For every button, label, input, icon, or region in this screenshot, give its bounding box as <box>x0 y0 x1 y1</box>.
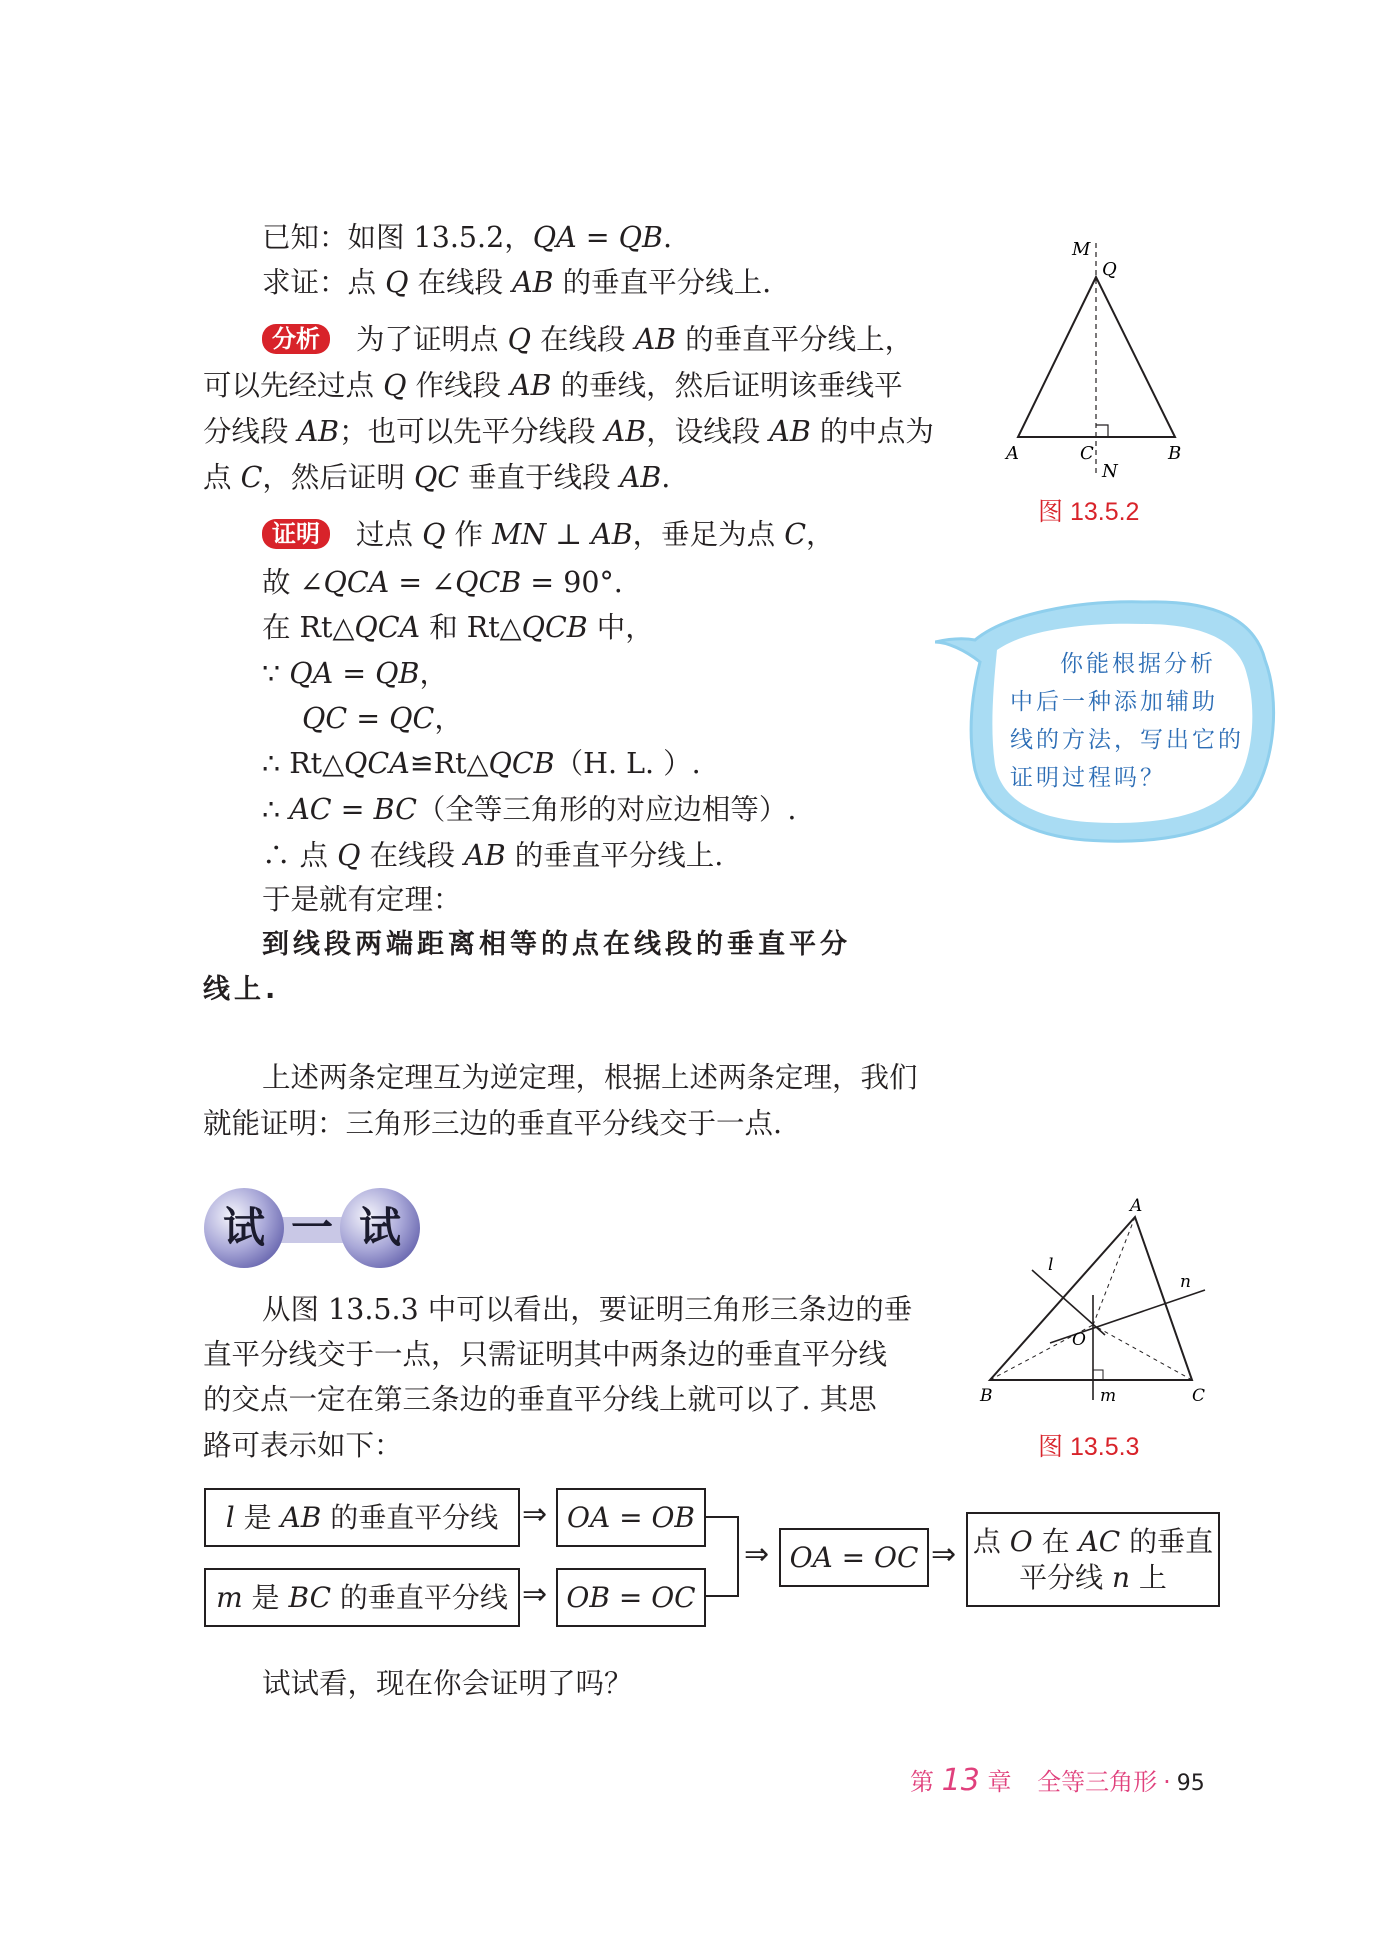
proof-line-4: ∵ QA = QB， <box>262 657 448 690</box>
figure-13-5-2 <box>1000 235 1200 485</box>
analysis-line-1: 分析 为了证明点 Q 在线段 AB 的垂直平分线上， <box>262 320 913 360</box>
label-b: B <box>1168 443 1182 464</box>
try-line-4: 路可表示如下： <box>203 1429 403 1462</box>
proof-line-8: ∴ 点 Q 在线段 AB 的垂直平分线上. <box>262 839 724 872</box>
label-m: m <box>1100 1386 1117 1406</box>
proof-line-7: ∴ AC = BC（全等三角形的对应边相等）. <box>262 793 797 826</box>
try-heading <box>200 1183 430 1273</box>
proof-line-5: QC = QC， <box>302 702 463 735</box>
flow-arrow-4: ⇒ <box>931 1537 957 1572</box>
label-n: n <box>1180 1272 1191 1292</box>
bubble-line-4: 证明过程吗？ <box>1010 765 1166 791</box>
converse-line-1: 上述两条定理互为逆定理，根据上述两条定理，我们 <box>262 1061 918 1094</box>
flow-bracket <box>706 1515 746 1600</box>
proof-line-9: 于是就有定理： <box>262 883 462 916</box>
analysis-line-3: 分线段 AB；也可以先平分线段 AB，设线段 AB 的中点为 <box>203 415 934 448</box>
proof-line-2: 故 ∠QCA = ∠QCB = 90°. <box>262 566 623 599</box>
label-b: B <box>980 1386 993 1406</box>
closing-line: 试试看，现在你会证明了吗？ <box>262 1667 633 1700</box>
bubble-line-1: 你能根据分析 <box>1060 651 1216 677</box>
try-line-2: 直平分线交于一点，只需证明其中两条边的垂直平分线 <box>203 1338 888 1371</box>
label-a: A <box>1006 443 1019 464</box>
label-m: M <box>1072 239 1091 260</box>
oc-dashed <box>1093 1325 1192 1380</box>
analysis-line-2: 可以先经过点 Q 作线段 AB 的垂线，然后证明该垂线平 <box>203 369 903 402</box>
analysis-line-4: 点 C，然后证明 QC 垂直于线段 AB. <box>203 461 671 494</box>
page-number: 95 <box>1176 1771 1205 1796</box>
proof-tag: 证明 <box>262 519 330 549</box>
figure-caption-13-5-3: 图 13.5.3 <box>1038 1433 1140 1461</box>
figure-13-5-3 <box>970 1195 1210 1415</box>
flow-box-m-perp-bc: m 是 BC 的垂直平分线 <box>204 1568 520 1627</box>
theorem-line-1: 到线段两端距离相等的点在线段的垂直平分 <box>262 929 851 960</box>
line-l <box>1032 1270 1105 1335</box>
right-angle-mark <box>1096 425 1108 437</box>
figure-caption-13-5-2: 图 13.5.2 <box>1038 498 1140 526</box>
flow-box-ob-oc: OB = OC <box>556 1568 706 1627</box>
page-footer: 第 13 章 全等三角形 · 95 <box>910 1763 1205 1798</box>
proof-line-6: ∴ Rt△QCA≌Rt△QCB（H. L. ）. <box>262 747 701 780</box>
bubble-line-3: 线的方法，写出它的 <box>1010 727 1244 753</box>
label-n: N <box>1102 461 1118 482</box>
label-l: l <box>1048 1255 1054 1275</box>
flow-box-conclusion: 点 O 在 AC 的垂直 平分线 n 上 <box>966 1512 1220 1607</box>
flow-arrow-3: ⇒ <box>744 1537 770 1572</box>
proof-line-1: 证明 过点 Q 作 MN ⊥ AB，垂足为点 C， <box>262 515 835 555</box>
label-c: C <box>1080 443 1094 464</box>
converse-line-2: 就能证明：三角形三边的垂直平分线交于一点. <box>203 1107 783 1140</box>
prove-line: 求证：点 Q 在线段 AB 的垂直平分线上. <box>262 266 772 299</box>
oa-dashed <box>1093 1217 1135 1325</box>
label-o: O <box>1072 1330 1086 1350</box>
label-q: Q <box>1102 259 1117 280</box>
analysis-tag: 分析 <box>262 324 330 354</box>
theorem-line-2: 线上. <box>203 974 280 1005</box>
m-right-angle <box>1093 1370 1103 1380</box>
flow-arrow-1: ⇒ <box>522 1497 548 1532</box>
label-c: C <box>1192 1386 1206 1406</box>
label-a: A <box>1130 1196 1143 1216</box>
proof-line-3: 在 Rt△QCA 和 Rt△QCB 中， <box>262 611 654 644</box>
try-line-1: 从图 13.5.3 中可以看出，要证明三角形三条边的垂 <box>262 1293 913 1326</box>
try-heading-char-1: 试 <box>222 1203 266 1252</box>
flow-arrow-2: ⇒ <box>522 1577 548 1612</box>
flow-box-l-perp-ab: l 是 AB 的垂直平分线 <box>204 1488 520 1547</box>
flow-box-oa-ob: OA = OB <box>556 1488 706 1547</box>
try-heading-char-2: 一 <box>290 1203 334 1252</box>
triangle-abc <box>990 1217 1192 1380</box>
given-line: 已知：如图 13.5.2，QA = QB. <box>262 221 673 254</box>
bubble-line-2: 中后一种添加辅助 <box>1010 689 1218 715</box>
flow-box-oa-oc: OA = OC <box>779 1528 929 1587</box>
try-line-3: 的交点一定在第三条边的垂直平分线上就可以了. 其思 <box>203 1383 877 1416</box>
try-heading-char-3: 试 <box>358 1203 402 1252</box>
